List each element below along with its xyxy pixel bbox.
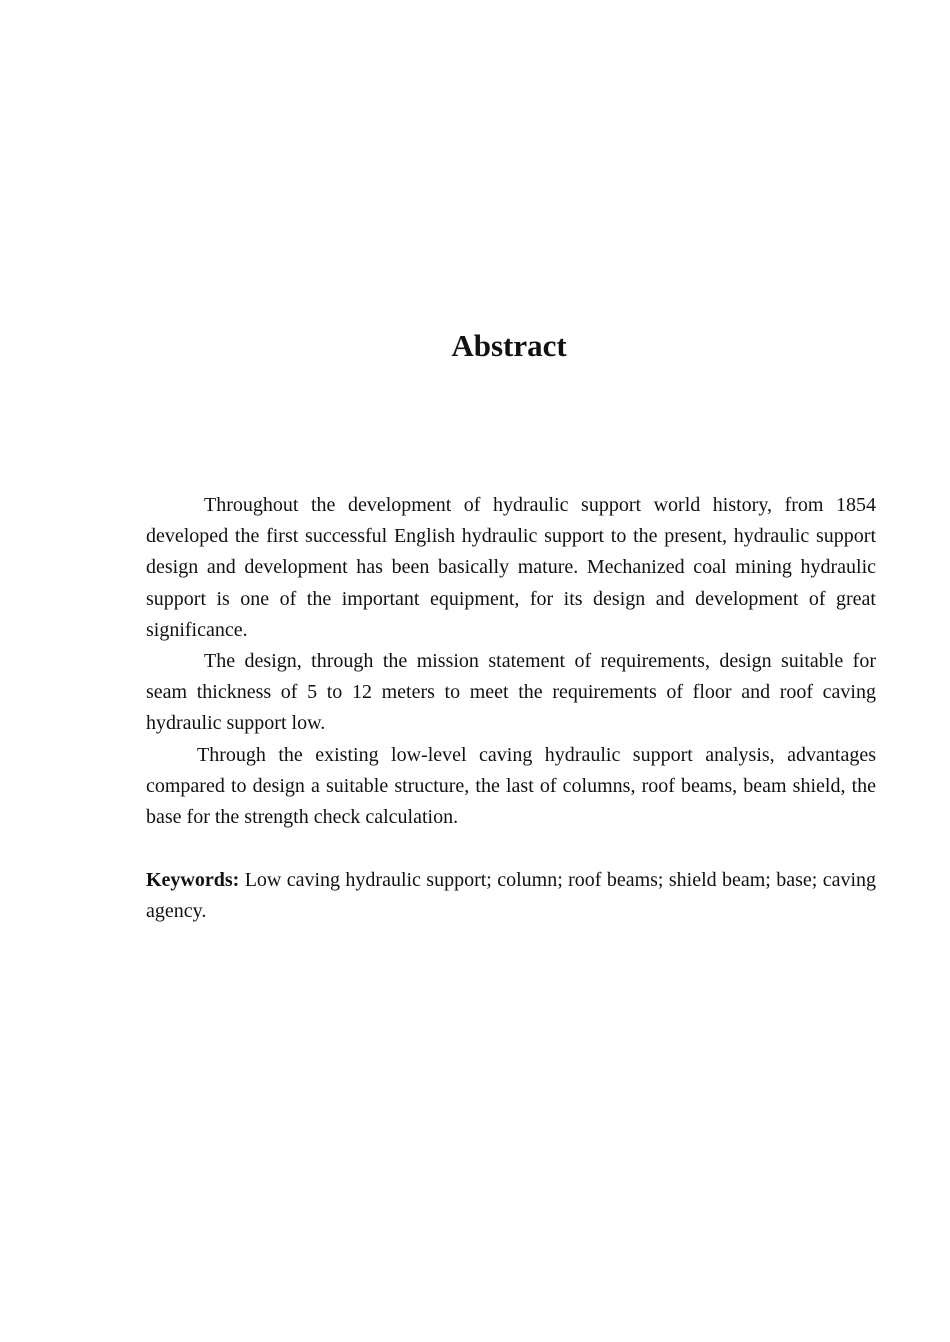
abstract-title: Abstract (451, 328, 567, 363)
abstract-paragraph-2: The design, through the mission statement of requirements, design suitable for seam thickness of 5 to 12 meters to meet the requirements of floor and roof caving hydraulic support low. (146, 650, 876, 735)
abstract-paragraph-1: Throughout the development of hydraulic support world history, from 1854 developed the first successful English hydraulic support to the present, hydraulic support design and development has been basically mature. Mechanized coal mining hydraulic support is one of the important equipment, for its design and development of great significance. (146, 494, 876, 641)
keywords-line (146, 865, 876, 927)
abstract-body (146, 490, 876, 833)
abstract-paragraph-3: Through the existing low-level caving hydraulic support analysis, advantages compared to design a suitable structure, the last of columns, roof beams, beam shield, the base for the strength check calculation. (146, 743, 876, 829)
keywords-text: Low caving hydraulic support; column; roof beams; shield beam; base; caving agency. (146, 869, 876, 923)
keywords-label: Keywords: (146, 869, 240, 891)
